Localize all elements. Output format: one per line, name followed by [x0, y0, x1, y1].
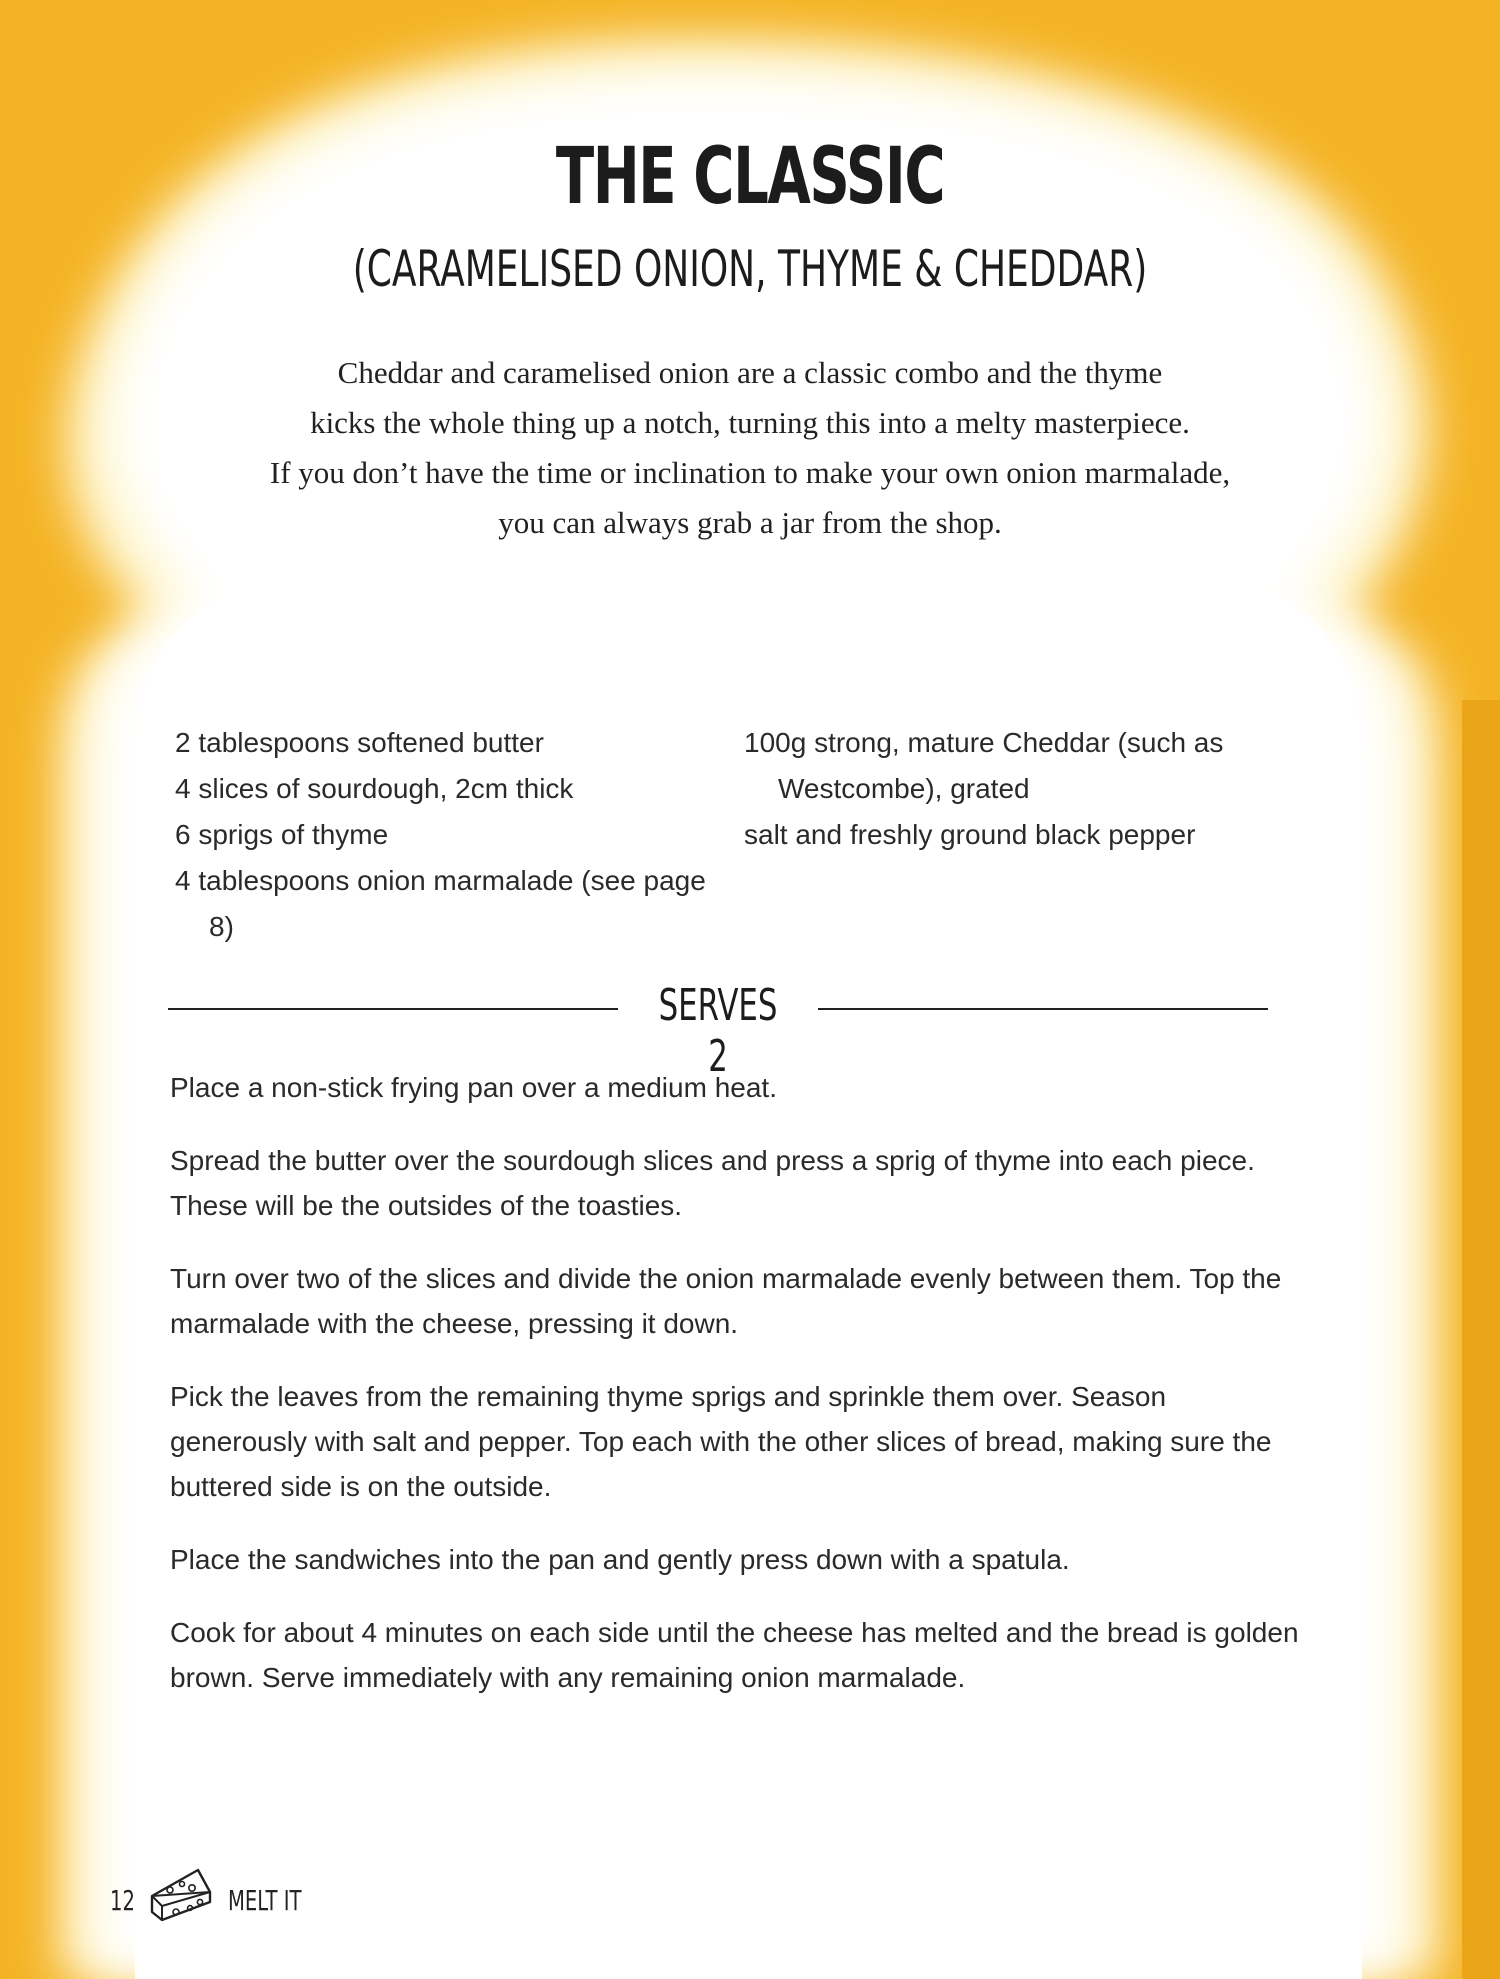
- serves-divider: [168, 980, 1268, 1082]
- recipe-title: THE CLASSIC: [555, 132, 945, 222]
- recipe-subtitle: (CARAMELISED ONION, THYME & CHEDDAR): [352, 240, 1148, 298]
- ingredient-item: 6 sprigs of thyme: [175, 819, 389, 850]
- book-title: MELT IT: [228, 1884, 302, 1917]
- intro-line: you can always grab a jar from the shop.: [498, 505, 1002, 540]
- ingredient-item: 100g strong, mature Cheddar (such as Westcombe), grated: [744, 727, 1224, 804]
- page-footer: [110, 1862, 410, 1932]
- divider-line-left: [168, 1008, 618, 1010]
- intro-line: kicks the whole thing up a notch, turning this into a melty masterpiece.: [310, 405, 1190, 440]
- page-number: 12: [110, 1884, 135, 1917]
- ingredient-item: 2 tablespoons softened butter: [175, 727, 544, 758]
- divider-line-right: [818, 1008, 1268, 1010]
- intro-line: If you don’t have the time or inclination to make your own onion marmalade,: [269, 455, 1231, 490]
- method-step: Turn over two of the slices and divide the onion marmalade evenly between them. Top the marmalade with the cheese, pressing it down.: [170, 1263, 1282, 1339]
- ingredient-item: 4 tablespoons onion marmalade (see page 8): [175, 865, 706, 942]
- cheese-icon: [146, 1862, 218, 1928]
- method-step: Place the sandwiches into the pan and gently press down with a spatula.: [170, 1544, 1070, 1575]
- ingredients-list-right: [744, 720, 1304, 858]
- method-step: Pick the leaves from the remaining thyme sprigs and sprinkle them over. Season generously with salt and pepper. Top each with the other slices of bread, making sure the buttered side is on the outside.: [170, 1381, 1272, 1502]
- serves-label: SERVES 2: [658, 980, 778, 1082]
- method-step: Place a non-stick frying pan over a medium heat.: [170, 1072, 777, 1103]
- method-steps: [170, 1065, 1300, 1728]
- intro-line: Cheddar and caramelised onion are a classic combo and the thyme: [337, 355, 1163, 390]
- method-step: Spread the butter over the sourdough slices and press a sprig of thyme into each piece. These will be the outsides of the toasties.: [170, 1145, 1255, 1221]
- ingredient-item: 4 slices of sourdough, 2cm thick: [175, 773, 574, 804]
- method-step: Cook for about 4 minutes on each side until the cheese has melted and the bread is golden brown. Serve immediately with any remaining onion marmalade.: [170, 1617, 1299, 1693]
- ingredient-item: salt and freshly ground black pepper: [744, 819, 1196, 850]
- intro-paragraph: [130, 348, 1370, 548]
- ingredients-list-left: [175, 720, 715, 950]
